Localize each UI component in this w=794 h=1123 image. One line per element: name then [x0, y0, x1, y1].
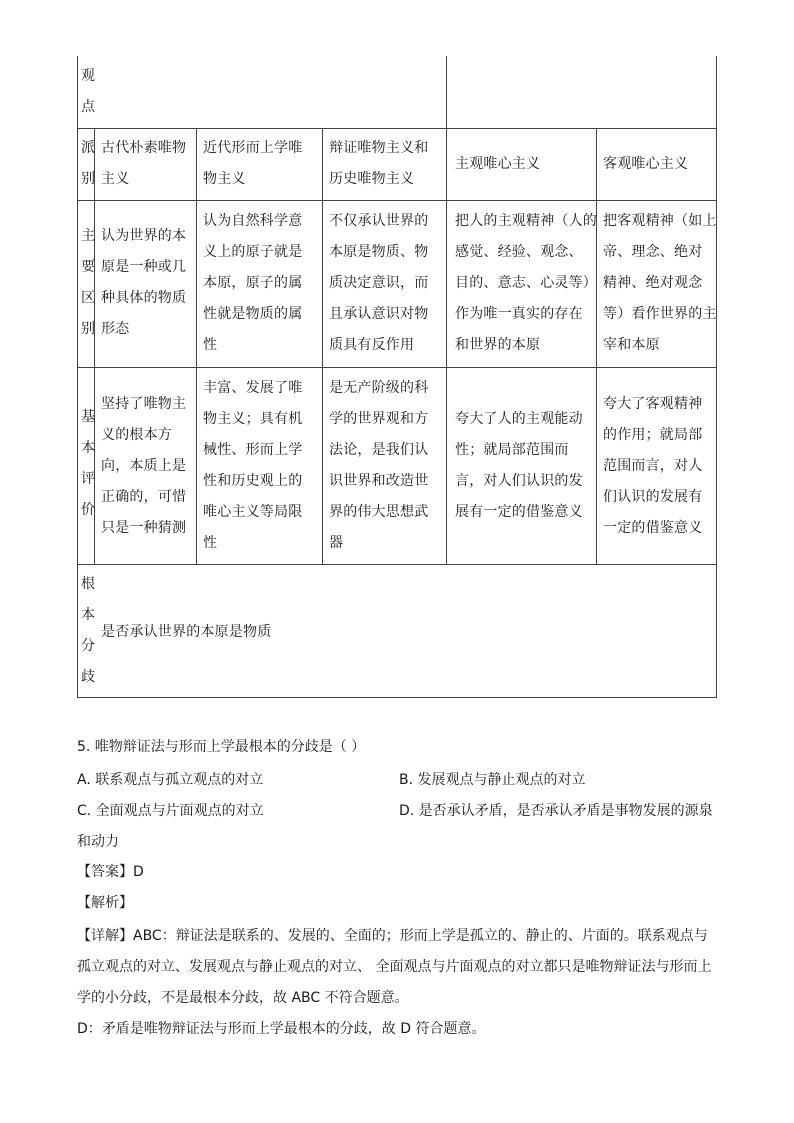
- detail-line: 孤立观点的对立、发展观点与静止观点的对立、 全面观点与片面观点的对立都只是唯物辩证法与形而上: [77, 959, 712, 975]
- detail-line: 【详解】ABC：辩证法是联系的、发展的、全面的；形而上学是孤立的、静止的、片面的。联系观点与: [77, 928, 708, 944]
- row-header-evaluation: 基 本 评 价: [81, 409, 95, 518]
- difference-cell: 认为世界的本 原是一种或几 种具体的物质 形态: [101, 228, 187, 337]
- option-d-continued: 和动力: [77, 834, 119, 850]
- evaluation-cell: 坚持了唯物主 义的根本方 向，本质上是 正确的，可惜 只是一种猜测: [101, 396, 187, 536]
- option-d: D. 是否承认矛盾，是否承认矛盾是事物发展的源泉: [399, 803, 713, 819]
- option-c: C. 全面观点与片面观点的对立: [77, 803, 264, 819]
- question-stem: 5. 唯物辩证法与形而上学最根本的分歧是（ ）: [77, 739, 366, 755]
- row-header-fundamental-divergence: 根 本 分 歧: [81, 576, 95, 685]
- evaluation-cell: 是无产阶级的科 学的世界观和方 法论，是我们认 识世界和改造世 界的伟大思想武 器: [329, 380, 429, 551]
- divergence-cell: 是否承认世界的本原是物质: [101, 624, 272, 640]
- header-cell: 主观唯心主义: [455, 156, 541, 172]
- table-divider: [77, 367, 717, 368]
- header-cell: 客观唯心主义: [603, 156, 689, 172]
- difference-cell: 认为自然科学意 义上的原子就是 本原，原子的属 性就是物质的属 性: [203, 213, 303, 353]
- table-border-left: [77, 56, 78, 698]
- detail-line: D：矛盾是唯物辩证法与形而上学最根本的分歧，故 D 符合题意。: [77, 1021, 486, 1037]
- analysis-label: 【解析】: [77, 895, 133, 911]
- table-border-right: [716, 56, 717, 698]
- evaluation-cell: 夸大了人的主观能动 性；就局部范围而 言，对人们认识的发 展有一定的借鉴意义: [455, 411, 583, 520]
- evaluation-cell: 丰富、发展了唯 物主义；具有机 械性、形而上学 性和历史观上的 唯心主义等局限 性: [203, 380, 303, 551]
- table-divider: [196, 128, 197, 565]
- row-header-school: 派 别: [81, 140, 95, 187]
- evaluation-cell: 夸大了客观精神 的作用；就局部 范围而言，对人 们认识的发展有 一定的借鉴意义: [603, 396, 703, 536]
- detail-line: 学的小分歧，不是最根本分歧，故 ABC 不符合题意。: [77, 990, 409, 1006]
- table-divider: [322, 128, 323, 565]
- difference-cell: 不仅承认世界的 本原是物质、物 质决定意识，而 且承认意识对物 质具有反作用: [329, 213, 429, 353]
- option-b: B. 发展观点与静止观点的对立: [399, 772, 586, 788]
- header-cell: 近代形而上学唯 物主义: [203, 140, 303, 187]
- table-divider: [77, 564, 717, 565]
- table-divider: [446, 56, 447, 565]
- table-divider: [77, 200, 717, 201]
- comparison-table: [77, 56, 717, 698]
- header-cell: 辩证唯物主义和 历史唯物主义: [329, 140, 429, 187]
- difference-cell: 把人的主观精神（人的 感觉、经验、观念、 目的、意志、心灵等） 作为唯一真实的存在 和世界的本原: [455, 213, 597, 353]
- row-header-viewpoint: 观 点: [81, 68, 95, 115]
- row-header-main-difference: 主 要 区 别: [81, 228, 95, 337]
- option-a: A. 联系观点与孤立观点的对立: [77, 772, 264, 788]
- answer-line: 【答案】D: [77, 864, 144, 880]
- table-border-bottom: [77, 697, 717, 698]
- difference-cell: 把客观精神（如上 帝、理念、绝对 精神、绝对观念 等）看作世界的主 宰和本原: [603, 213, 717, 353]
- table-divider: [77, 128, 717, 129]
- header-cell: 古代朴素唯物 主义: [101, 140, 187, 187]
